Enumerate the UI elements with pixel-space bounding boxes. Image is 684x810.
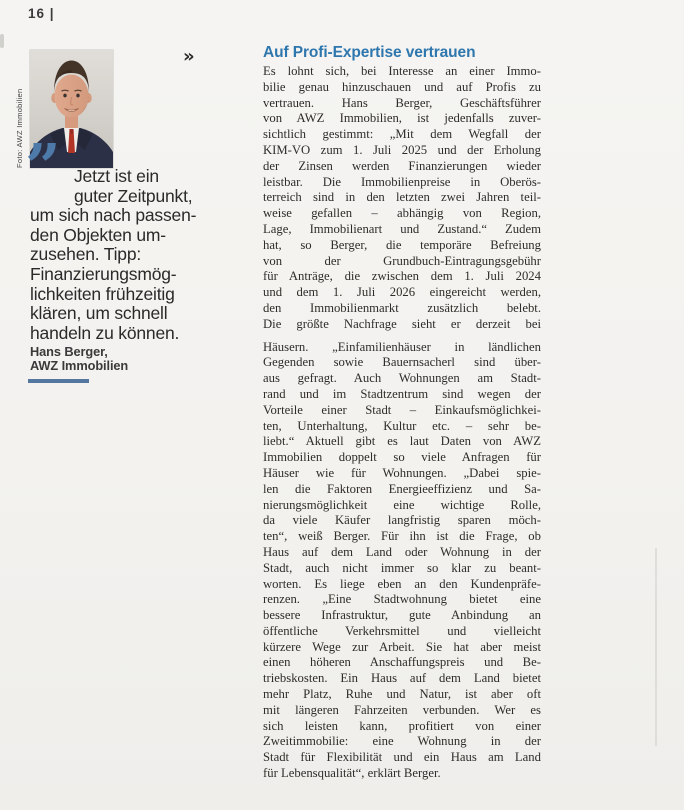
text-line: den Objekten um- bbox=[30, 224, 166, 245]
text-line: hat, so Berger, die temporäre Befreiung bbox=[263, 237, 541, 252]
text-line: len die Faktoren Energieeffizienz und Sa- bbox=[263, 481, 541, 496]
text-line: aus gefragt. Auch Wohnungen am Stadt- bbox=[263, 371, 541, 386]
text-line: nierungsmöglichkeit eine wichtige Rolle, bbox=[263, 497, 541, 512]
text-line: bilie genau hinzuschauen und auf Profis zu bbox=[263, 79, 541, 94]
section-rule bbox=[28, 379, 89, 383]
text-line: für Lebensqualität“, erklärt Berger. bbox=[263, 766, 441, 781]
text-line: triebskosten. Ein Haus auf dem Land bietet bbox=[263, 671, 541, 686]
text-line: Vorteile einer Stadt – Einkaufsmöglichkei- bbox=[263, 402, 541, 417]
text-line: um sich nach passen- bbox=[30, 205, 197, 226]
text-line: den Immobilienmarkt zusätzlich belebt. bbox=[263, 300, 541, 315]
text-line: Stadt, auch nicht immer so klar zu beant- bbox=[263, 560, 541, 575]
text-line: Stadt für Flexibilität und ein Haus am Land bbox=[263, 750, 541, 765]
text-line: Haus auf dem Land oder Wohnung in der bbox=[263, 544, 541, 559]
text-line: Zweitimmobilie: eine Wohnung in der bbox=[263, 734, 541, 749]
text-line: einen höheren Anschaffungspreis und Be- bbox=[263, 655, 541, 670]
attribution-org: AWZ Immobilien bbox=[30, 357, 129, 373]
text-line: worten. Es liege eben an den Kundenpräfe- bbox=[263, 576, 541, 591]
text-line: da viele Käufer langfristig sparen möch- bbox=[263, 513, 541, 528]
article-paragraph-2 bbox=[263, 340, 541, 782]
jump-mark-icon: » bbox=[183, 46, 195, 67]
article-paragraph-1 bbox=[263, 64, 541, 333]
text-line: lichkeiten frühzeitig bbox=[30, 283, 175, 304]
text-line: ten, Unterhaltung, Kultur etc. – sehr be- bbox=[263, 418, 541, 433]
text-line: weise gefallen – abhängig von Region, bbox=[263, 206, 541, 221]
text-line: kürzere Wege zur Arbeit. Sie hat aber meist bbox=[263, 639, 541, 654]
text-line: Gegenden sowie Bauernsacherl sind über- bbox=[263, 355, 541, 370]
scan-fold-line bbox=[655, 548, 657, 746]
pull-quote bbox=[30, 167, 244, 343]
text-line: vertrauen. Hans Berger, Geschäftsführer bbox=[263, 95, 541, 110]
text-line: rand und im Stadtzentrum sind wegen der bbox=[263, 386, 541, 401]
text-line: sich leisten kann, profitiert von einer bbox=[263, 718, 541, 733]
text-line: Häuser wie für Wohnungen. „Dabei spie- bbox=[263, 465, 541, 480]
text-line: guter Zeitpunkt, bbox=[74, 185, 193, 206]
quote-attribution bbox=[30, 345, 128, 373]
text-line: Finanzierungsmög- bbox=[30, 263, 177, 284]
text-line: öffentliche Verkehrsmittel und vielleicht bbox=[263, 623, 541, 638]
text-line: Immobilien doppelt so viele Anfragen für bbox=[263, 450, 541, 465]
text-line: handeln zu können. bbox=[30, 322, 180, 343]
text-line: Es lohnt sich, bei Interesse an einer Immo- bbox=[263, 64, 541, 78]
text-line: mit längeren Fahrzeiten verbunden. Wer es bbox=[263, 702, 541, 717]
text-line: liebt.“ Aktuell gibt es laut Daten von AWZ bbox=[263, 434, 541, 449]
article-column bbox=[263, 44, 541, 782]
text-line: ten“, weiß Berger. Für ihn ist die Frage, ob bbox=[263, 529, 541, 544]
text-line: terreich sind in den letzten zwei Jahren teil- bbox=[263, 190, 541, 205]
text-line: Lage, Immobilienart und Zustand.“ Zudem bbox=[263, 221, 541, 236]
text-line: für Anträge, die zwischen dem 1. Juli 2024 bbox=[263, 269, 541, 284]
scan-smudge bbox=[0, 34, 4, 48]
text-line: sichtlich gestimmt: „Mit dem Wegfall der bbox=[263, 127, 541, 142]
text-line: Die größte Nachfrage sieht er derzeit bei bbox=[263, 316, 541, 331]
text-line: Häusern. „Einfamilienhäuser in ländlichen bbox=[263, 339, 541, 354]
text-line: bessere Infrastruktur, gute Anbindung an bbox=[263, 608, 541, 623]
text-line: leistbar. Die Immobilienpreise in Oberös- bbox=[263, 174, 541, 189]
photo-credit: Foto: AWZ Immobilien bbox=[15, 88, 24, 168]
text-line: von AWZ Immobilien, ist jedenfalls zuver- bbox=[263, 111, 541, 126]
text-line: renzen. „Eine Stadtwohnung bietet eine bbox=[263, 592, 541, 607]
text-line: mehr Platz, Ruhe und Natur, ist aber oft bbox=[263, 687, 541, 702]
text-line: der Zinsen werden Finanzierungen wieder bbox=[263, 158, 541, 173]
quote-icon: ” bbox=[25, 130, 57, 203]
text-line: zusehen. Tipp: bbox=[30, 244, 142, 265]
page-number: 16 | bbox=[28, 6, 55, 21]
attribution-name: Hans Berger, bbox=[30, 344, 108, 359]
text-line: klären, um schnell bbox=[30, 303, 168, 324]
text-line: KIM-VO zum 1. Juli 2025 und der Erholung bbox=[263, 142, 541, 157]
article-headline: Auf Profi-Expertise vertrauen bbox=[263, 44, 476, 61]
text-line: von der Grundbuch-Eintragungsgebühr bbox=[263, 253, 541, 268]
text-line: Jetzt ist ein bbox=[74, 166, 159, 186]
text-line: und dem 1. Juli 2026 eingereicht werden, bbox=[263, 285, 541, 300]
